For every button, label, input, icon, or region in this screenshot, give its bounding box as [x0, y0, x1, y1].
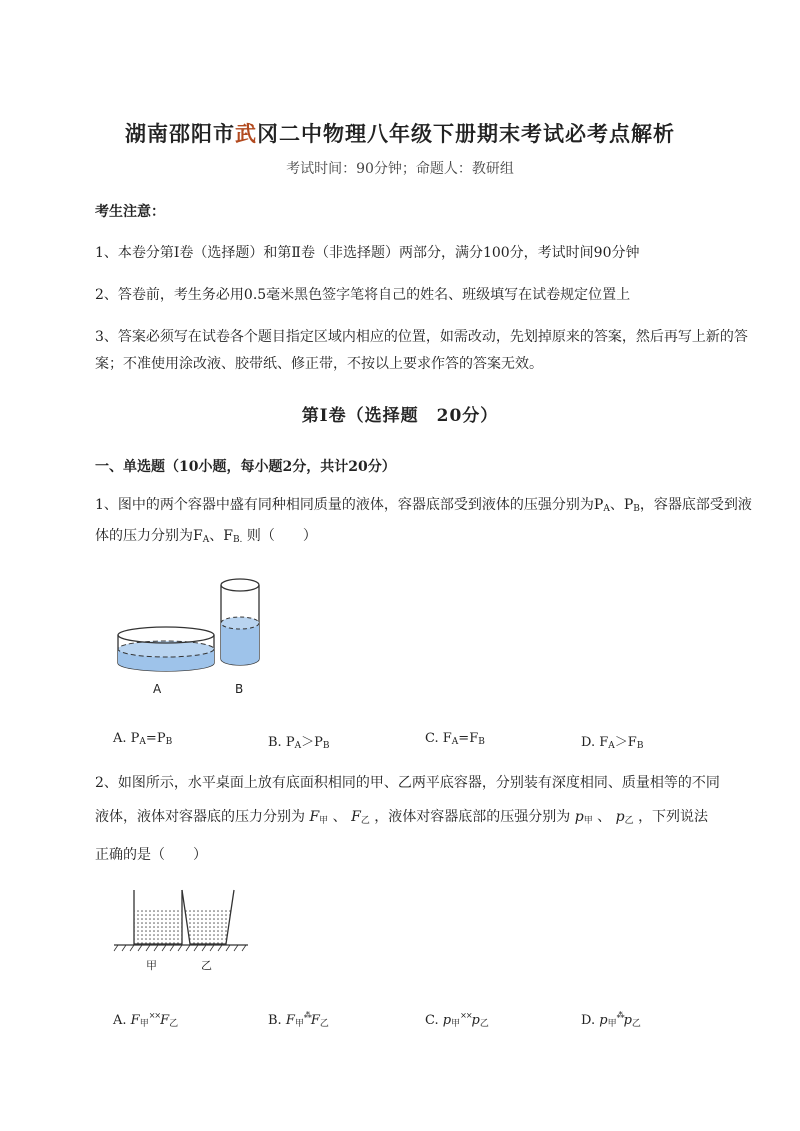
question-1-figure	[110, 575, 280, 700]
q1-option-c[interactable]: C. $F_A=F_B$	[425, 731, 485, 747]
part-title: 一、单选题（10小题，每小题2分，共计20分）	[95, 459, 396, 475]
q2-option-c[interactable]: C. $p_甲^{\times\times}p_乙$	[425, 1011, 489, 1029]
container-a	[118, 627, 214, 671]
figure-label-b: B	[235, 682, 244, 696]
q2-option-a[interactable]: A. $F_甲^{\times\times}F_乙$	[113, 1011, 179, 1029]
figure-label-jia: 甲	[146, 959, 157, 972]
figure-label-yi: 乙	[201, 959, 212, 972]
section-title: 第Ⅰ卷（选择题 20分）	[301, 406, 499, 426]
notice-1: 1、本卷分第Ⅰ卷（选择题）和第Ⅱ卷（非选择题）两部分，满分100分，考试时间90分钟	[95, 245, 640, 261]
q1-option-a[interactable]: A. $P_A=P_B$	[113, 731, 173, 747]
notice-3: 3、答案必须写在试卷各个题目指定区域内相应的位置，如需改动，先划掉原来的答案，然后再写上新的答案；不准使用涂改液、胶带纸、修正带，不按以上要求作答的答案无效。	[95, 329, 748, 372]
question-2-figure	[112, 885, 252, 955]
page-title: 湖南邵阳市武冈二中物理八年级下册期末考试必考点解析	[125, 121, 675, 146]
container-jia	[134, 890, 182, 944]
question-2-text: 2、如图所示，水平桌面上放有底面积相同的甲、乙两平底容器，分别装有深度相同、质量相等的不同 液体，液体对容器底的压力分别为 $F_甲$ 、 $F_乙$ ，液体对容器底部的压强分别为 $p_甲$ 、 $p_乙$ ，下列说法 正确的是（ ）	[95, 775, 720, 863]
container-yi	[182, 890, 234, 944]
notice-heading: 考生注意：	[95, 204, 165, 220]
container-b	[221, 579, 259, 665]
figure-label-a: A	[153, 682, 162, 696]
question-1-text: 1、图中的两个容器中盛有同种相同质量的液体，容器底部受到液体的压强分别为$P_A$、$P_B$，容器底部受到液体的压力分别为$F_A$、$F_{B.}$ 则（ ）	[95, 497, 752, 545]
page-subtitle: 考试时间：90分钟；命题人：教研组	[286, 161, 514, 177]
q1-option-d[interactable]: D. $F_A>F_B$	[581, 735, 644, 751]
q1-option-b[interactable]: B. $P_A>P_B$	[268, 735, 330, 751]
q2-option-b[interactable]: B. $F_甲^⁂F_乙$	[268, 1011, 329, 1029]
q2-option-d[interactable]: D. $p_甲^⁂p_乙$	[581, 1011, 641, 1029]
notice-2: 2、答卷前，考生务必用0.5毫米黑色签字笔将自己的姓名、班级填写在试卷规定位置上	[95, 287, 631, 303]
